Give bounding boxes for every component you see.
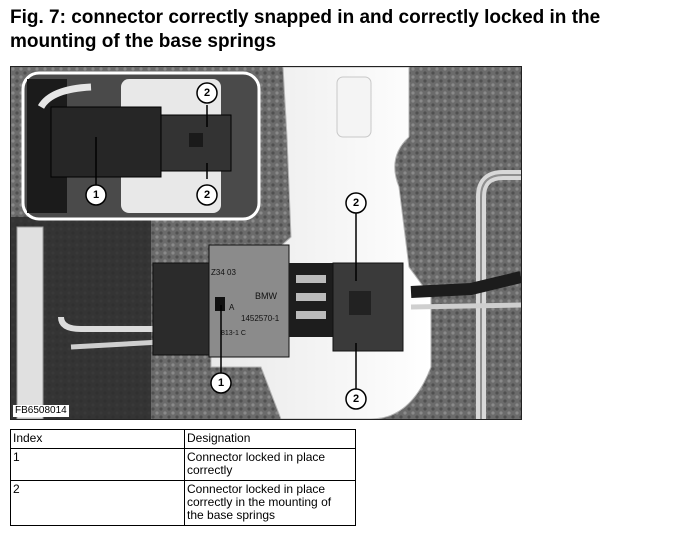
connector-photo	[10, 66, 522, 420]
legend-index: 2	[11, 481, 185, 526]
image-code: FB6508014	[15, 405, 67, 416]
figure-title: Fig. 7: connector correctly snapped in and correctly locked in the mounting of the base springs	[10, 7, 601, 52]
legend-header-row	[11, 430, 356, 449]
svg-text:2: 2	[203, 87, 211, 99]
callout-inset-2-bottom	[197, 185, 217, 205]
legend-header-index: Index	[11, 430, 185, 449]
svg-text:1: 1	[217, 377, 225, 389]
legend-header-designation: Designation	[185, 430, 356, 449]
callout-inset-1	[86, 185, 106, 205]
connector-side-code: 813-1 C	[221, 330, 246, 337]
connector-brand: BMW	[255, 291, 277, 301]
legend-row	[11, 481, 356, 526]
svg-text:2: 2	[352, 197, 360, 209]
legend-designation: Connector locked in place correctly in the mounting of the base springs	[185, 481, 356, 526]
connector-letter: A	[229, 303, 235, 312]
legend-index: 1	[11, 449, 185, 481]
inset-connector	[51, 107, 161, 177]
connector-photo-drawing	[11, 67, 521, 419]
callout-inset-2-top	[197, 83, 217, 103]
callout-main-2-top	[346, 193, 366, 213]
callout-main-1	[211, 373, 231, 393]
legend-row	[11, 449, 356, 481]
svg-text:2: 2	[203, 189, 211, 201]
callout-main-2-bottom	[346, 389, 366, 409]
legend-table	[10, 429, 356, 526]
legend-designation: Connector locked in place correctly	[185, 449, 356, 481]
svg-text:2: 2	[352, 393, 360, 405]
lock-tab	[215, 297, 225, 311]
left-tube	[17, 227, 43, 419]
svg-text:1: 1	[92, 189, 100, 201]
connector-top-code: Z34 03	[211, 268, 236, 277]
connector-part-number: 1452570-1	[241, 314, 280, 323]
mount-slot	[337, 77, 371, 137]
